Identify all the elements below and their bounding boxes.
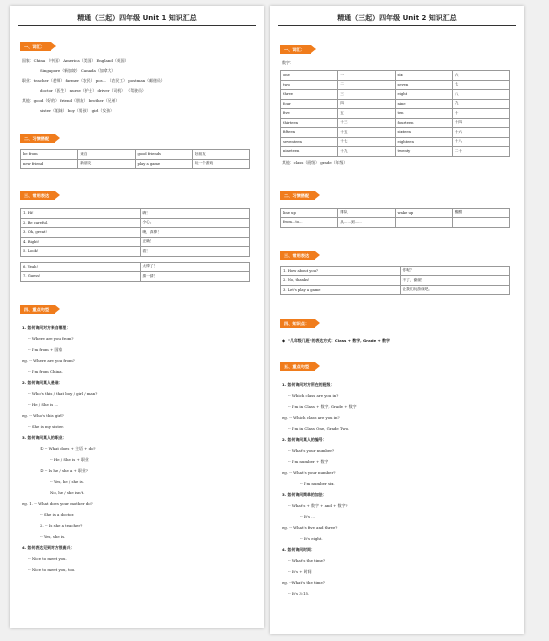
table-row <box>21 150 250 160</box>
grammar-line: -- Which class are you in? <box>288 393 339 398</box>
table-cell: seven <box>395 80 452 90</box>
numbers-table <box>280 70 510 157</box>
grammar-line: -- I'm from China. <box>28 368 63 374</box>
table-cell: 看！ <box>140 247 250 257</box>
grammar-heading: 4. 如何询问时间： <box>282 547 315 552</box>
table-cell: eight <box>395 90 452 100</box>
table-cell: 十五 <box>338 128 395 138</box>
table-row <box>21 228 250 238</box>
table-cell: 十六 <box>452 128 509 138</box>
expressions-table <box>20 208 250 257</box>
table-cell: two <box>281 80 338 90</box>
table-row <box>281 118 510 128</box>
table-cell: 玩一个游戏 <box>192 159 249 169</box>
table-row <box>281 80 510 90</box>
grammar-line: -- It's ... <box>300 514 315 519</box>
table-cell: 来自 <box>78 150 135 160</box>
table-row <box>281 266 510 276</box>
numbers-label: 数字： <box>282 60 294 65</box>
table-cell: 五 <box>338 109 395 119</box>
table-cell: 噢，真棒！ <box>140 228 250 238</box>
table-row <box>281 147 510 157</box>
diamond-bullet-icon: ◆ <box>282 338 286 343</box>
grammar-heading: 1. 如何询问对方来自哪里： <box>22 324 71 330</box>
table-cell: 不了，谢谢！ <box>400 276 510 286</box>
table-cell: 十七 <box>338 137 395 147</box>
grammar-line: ② -- Is he / she a + 职业? <box>40 467 88 473</box>
grammar-heading: 3. 如何询问某人的职业： <box>22 434 67 440</box>
table-row <box>281 128 510 138</box>
table-cell: nine <box>395 99 452 109</box>
table-cell: 八 <box>452 90 509 100</box>
grammar-heading: 3. 如何询问简单的加法： <box>282 492 327 497</box>
section-expressions: 三、常用表达 <box>20 191 55 200</box>
grammar-line: -- Nice to meet you, too. <box>28 566 76 572</box>
section-vocab: 一、词汇： <box>20 42 51 51</box>
section-expressions: 三、常用表达 <box>280 251 315 260</box>
table-row <box>21 262 250 272</box>
table-cell: from...to... <box>281 218 338 228</box>
table-cell: 十三 <box>338 118 395 128</box>
vocab-line: doctor（医生） nurse（护士） driver（司机） （驾驶员） <box>40 87 146 93</box>
table-cell: 三 <box>338 90 395 100</box>
table-row <box>281 218 510 228</box>
grammar-line: -- It's eight. <box>300 536 323 541</box>
grammar-heading: 4. 如何表达见到对方很高兴： <box>22 544 75 550</box>
table-cell: 3. Oh, great! <box>21 228 141 238</box>
grammar-line: -- He / She is + 职业 <box>50 456 89 462</box>
table-cell: 十 <box>452 109 509 119</box>
table-cell: line up <box>281 208 338 218</box>
table-cell: 十九 <box>338 147 395 157</box>
table-cell <box>452 218 509 228</box>
table-cell: 正确！ <box>140 237 250 247</box>
table-cell: 你呢？ <box>400 266 510 276</box>
table-cell: 6. Yeah! <box>21 262 141 272</box>
grammar-line: -- I'm in Class + 数字, Grade + 数字 <box>288 404 357 409</box>
table-cell: 猜一猜！ <box>140 272 250 282</box>
grammar-line: -- Who's this / that boy / girl / man? <box>28 390 98 396</box>
expressions-table-2 <box>20 262 250 282</box>
page-title: 精通（三起）四年级 Unit 1 知识汇总 <box>77 14 197 22</box>
table-cell: 4. Right! <box>21 237 141 247</box>
grammar-line: eg. -- What's your number? <box>282 470 336 475</box>
grammar-line: -- She is a doctor. <box>40 511 75 517</box>
table-cell: 七 <box>452 80 509 90</box>
page-unit1 <box>10 6 264 628</box>
table-cell: 四 <box>338 99 395 109</box>
table-row <box>281 109 510 119</box>
table-row <box>21 218 250 228</box>
knowledge-text: "几年级几班"的表达方式：Class + 数字, Grade + 数字 <box>288 338 390 343</box>
section-knowledge: 四、知识点： <box>280 319 315 328</box>
grammar-line: -- Nice to meet you. <box>28 555 67 561</box>
table-cell: 1. Hi! <box>21 209 141 219</box>
grammar-line: -- What's + 数字 + and + 数字? <box>288 503 348 508</box>
table-cell: 5. Look! <box>21 247 141 257</box>
table-cell: 3. Let's play a game <box>281 285 401 295</box>
grammar-line: -- She is my sister. <box>28 423 64 429</box>
phrases-table <box>20 149 250 169</box>
table-row <box>21 237 250 247</box>
section-vocab: 一、词汇： <box>280 45 311 54</box>
section-phrases: 二、习惯搭配 <box>280 191 315 200</box>
table-cell: fourteen <box>395 118 452 128</box>
table-cell: fifteen <box>281 128 338 138</box>
page-title: 精通（三起）四年级 Unit 2 知识汇总 <box>337 14 457 22</box>
table-cell: 一 <box>338 71 395 81</box>
table-cell: 九 <box>452 99 509 109</box>
table-row <box>21 159 250 169</box>
table-row <box>281 137 510 147</box>
table-cell: wake up <box>395 208 452 218</box>
table-row <box>281 71 510 81</box>
table-cell: seventeen <box>281 137 338 147</box>
table-cell: 让我们玩游戏吧。 <box>400 285 510 295</box>
grammar-heading: 2. 如何询问某人是谁： <box>22 379 63 385</box>
table-cell: good friends <box>135 150 192 160</box>
table-cell: eighteen <box>395 137 452 147</box>
table-cell: 排队 <box>338 208 395 218</box>
table-cell: four <box>281 99 338 109</box>
table-cell: 小心。 <box>140 218 250 228</box>
phrases-table <box>280 208 510 228</box>
vocab-line: 职业：teacher（老师） farmer（农民） pos... （农民工） postman（邮递员） <box>22 77 165 83</box>
grammar-line: -- It's + 时间 <box>288 569 312 574</box>
grammar-line: -- He / She is ... <box>28 401 59 407</box>
table-cell: play a game <box>135 159 192 169</box>
grammar-line: -- Yes, he / she is. <box>50 478 84 484</box>
grammar-line: eg. -- Who's this girl? <box>22 412 64 418</box>
table-cell: 二十 <box>452 147 509 157</box>
grammar-line: -- What's your number? <box>288 448 335 453</box>
grammar-line: eg. --What's the time? <box>282 580 325 585</box>
grammar-line: 2. -- Is she a teacher? <box>40 522 83 528</box>
table-cell: five <box>281 109 338 119</box>
grammar-line: -- I'm in Class One, Grade Two. <box>288 426 350 431</box>
table-cell: 醒醒 <box>452 208 509 218</box>
vocab-line: Singapore（新加坡） Canada（加拿大） <box>40 67 116 73</box>
table-cell: 十八 <box>452 137 509 147</box>
table-row <box>281 99 510 109</box>
grammar-line: eg. -- Which class are you in? <box>282 415 340 420</box>
vocab-line: 国家：China （中国） America（美国） England（英国） <box>22 57 129 63</box>
table-cell: new friend <box>21 159 78 169</box>
table-cell: 7. Guess! <box>21 272 141 282</box>
table-cell: ten <box>395 109 452 119</box>
other-vocab: 其他：class（班级） grade（年级） <box>282 159 348 165</box>
table-cell <box>395 218 452 228</box>
table-cell: six <box>395 71 452 81</box>
grammar-line: eg. -- Where are you from? <box>22 357 75 363</box>
grammar-heading: 2. 如何询问某人的编号： <box>282 437 327 442</box>
grammar-heading: 1. 如何询问对方所在的班级： <box>282 382 335 387</box>
table-row <box>21 209 250 219</box>
grammar-line: -- It's 3:15. <box>288 591 310 596</box>
table-cell: 从......到...... <box>338 218 395 228</box>
table-cell: thirteen <box>281 118 338 128</box>
table-row <box>281 276 510 286</box>
table-cell: nineteen <box>281 147 338 157</box>
vocab-line: 其他：good（好的） friend（朋友） brother（兄弟） <box>22 97 120 103</box>
table-row <box>21 272 250 282</box>
table-cell: twenty <box>395 147 452 157</box>
table-cell: 十四 <box>452 118 509 128</box>
grammar-line: -- I'm number + 数字 <box>288 459 329 464</box>
grammar-line: -- Where are you from? <box>28 335 74 341</box>
table-row <box>21 247 250 257</box>
grammar-line: -- What's the time? <box>288 558 326 563</box>
table-cell: sixteen <box>395 128 452 138</box>
section-phrases: 二、习惯搭配 <box>20 134 55 143</box>
table-cell: 二 <box>338 80 395 90</box>
grammar-line: eg. -- What's five and three? <box>282 525 338 530</box>
table-cell: three <box>281 90 338 100</box>
section-key-sentences: 四、重点句型 <box>20 305 55 314</box>
page-unit2 <box>270 6 524 634</box>
knowledge-point <box>282 335 524 346</box>
vocab-line: sister（姐妹） boy（男孩） girl（女孩） <box>40 107 114 113</box>
table-row <box>281 90 510 100</box>
grammar-line: -- Yes, she is. <box>40 533 66 539</box>
section-key-sentences: 五、重点句型 <box>280 362 315 371</box>
table-row <box>281 208 510 218</box>
table-cell: 1. How about you? <box>281 266 401 276</box>
table-cell: be from <box>21 150 78 160</box>
grammar-line: -- I'm number six. <box>300 481 335 486</box>
table-cell: 2. No, thanks! <box>281 276 401 286</box>
table-row <box>281 285 510 295</box>
grammar-line: No, he / she isn't. <box>50 489 85 495</box>
table-cell: 嗨！ <box>140 209 250 219</box>
expressions-table <box>280 266 510 296</box>
table-cell: 2. Be careful. <box>21 218 141 228</box>
table-cell: 六 <box>452 71 509 81</box>
grammar-line: eg. 1. -- What does your mother do? <box>22 500 93 506</box>
table-cell: 好朋友 <box>192 150 249 160</box>
grammar-line: ① -- What does + 主语 + do? <box>40 445 96 451</box>
table-cell: one <box>281 71 338 81</box>
table-cell: 新朋友 <box>78 159 135 169</box>
table-cell: 太棒了！ <box>140 262 250 272</box>
grammar-line: -- I'm from + 国家 <box>28 346 63 352</box>
